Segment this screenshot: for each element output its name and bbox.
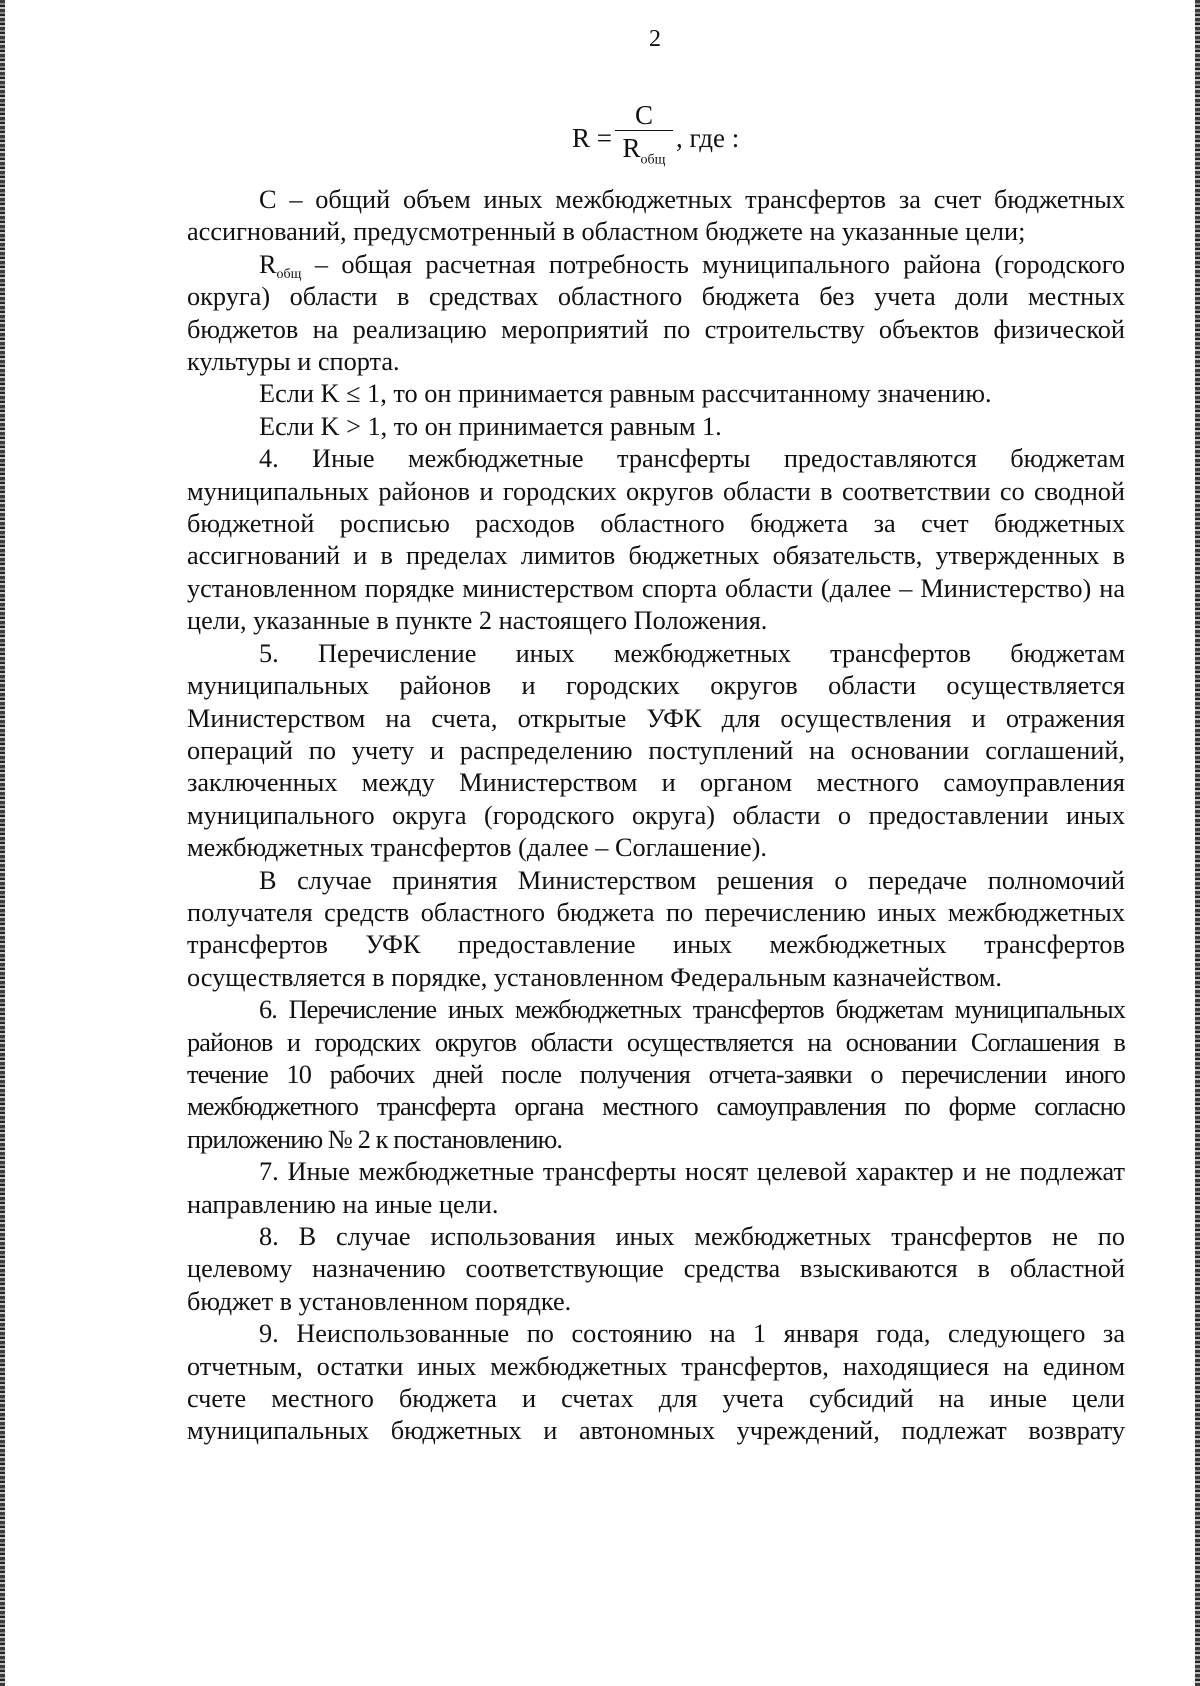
condition-k-gt-1: Если K > 1, то он принимается равным 1. — [259, 411, 722, 441]
formula — [572, 100, 739, 177]
document-body — [187, 184, 1125, 1448]
scan-edge-left — [0, 0, 5, 1686]
paragraph-5-continued: В случае принятия Министерством решения о передаче полномочий получателя средств областного бюджета по перечислению иных межбюджетных трансфертов УФК предоставление иных межбюджетных трансфертов осуществляется в порядке, установленном Федеральным казначейством. — [187, 865, 1125, 992]
paragraph-5: 5. Перечисление иных межбюджетных трансфертов бюджетам муниципальных районов и городских округов области осуществляется Министерством на счета, открытые УФК для осуществления и отражения операций по учету и распределению поступлений на основании соглашений, заключенных между Министерством и органом местного самоуправления муниципального округа (городского округа) области о предоставлении иных межбюджетных трансфертов (далее – Соглашение). — [187, 638, 1125, 863]
condition-k-le-1: Если K ≤ 1, то он принимается равным рассчитанному значению. — [259, 379, 992, 409]
scan-edge-right — [1195, 0, 1200, 1686]
formula-lhs: R = — [572, 123, 612, 154]
formula-numerator: C — [634, 100, 653, 130]
paragraph-8: 8. В случае использования иных межбюджетных трансфертов не по целевому назначению соответствующие средства взыскиваются в областной бюджет в установленном порядке. — [187, 1222, 1125, 1316]
paragraph-4: 4. Иные межбюджетные трансферты предоставляются бюджетам муниципальных районов и городских округов области в соответствии со сводной бюджетной росписью расходов областного бюджета за счет бюджетных ассигнований и в пределах лимитов бюджетных обязательств, утвержденных в установленном порядке министерством спорта области (далее – Министерство) на цели, указанные в пункте 2 настоящего Положения. — [187, 444, 1125, 636]
denominator-base: R — [622, 133, 641, 163]
formula-tail: , где : — [676, 123, 740, 154]
r-symbol: R — [259, 249, 277, 279]
definition-c: С – общий объем иных межбюджетных трансфертов за счет бюджетных ассигнований, предусмотренный в областном бюджете на указанные цели; — [187, 185, 1125, 247]
formula-fraction — [615, 100, 673, 177]
r-subscript: общ — [276, 266, 302, 282]
paragraph-9: 9. Неиспользованные по состоянию на 1 января года, следующего за отчетным, остатки иных межбюджетных трансфертов, находящиеся на едином счете местного бюджета и счетах для учета субсидий на иные цели муниципальных бюджетных и автономных учреждений, подлежат возврату — [187, 1319, 1125, 1446]
paragraph-7: 7. Иные межбюджетные трансферты носят целевой характер и не подлежат направлению на иные цели. — [187, 1157, 1125, 1219]
paragraph-6: 6. Перечисление иных межбюджетных трансфертов бюджетам муниципальных районов и городских округов области осуществляется на основании Соглашения в течение 10 рабочих дней после получения отчета-заявки о перечислении иного межбюджетного трансферта органа местного самоуправления по форме согласно приложению № 2 к постановлению. — [187, 995, 1125, 1154]
formula-denominator — [623, 131, 666, 177]
denominator-subscript: общ — [640, 152, 666, 168]
definition-r — [187, 249, 1125, 379]
page-number: 2 — [649, 26, 661, 52]
r-definition-text: – общая расчетная потребность муниципального района (городского округа) области в средствах областного бюджета без учета доли местных бюджетов на реализацию мероприятий по строительству объектов физической культуры и спорта. — [187, 249, 1125, 377]
